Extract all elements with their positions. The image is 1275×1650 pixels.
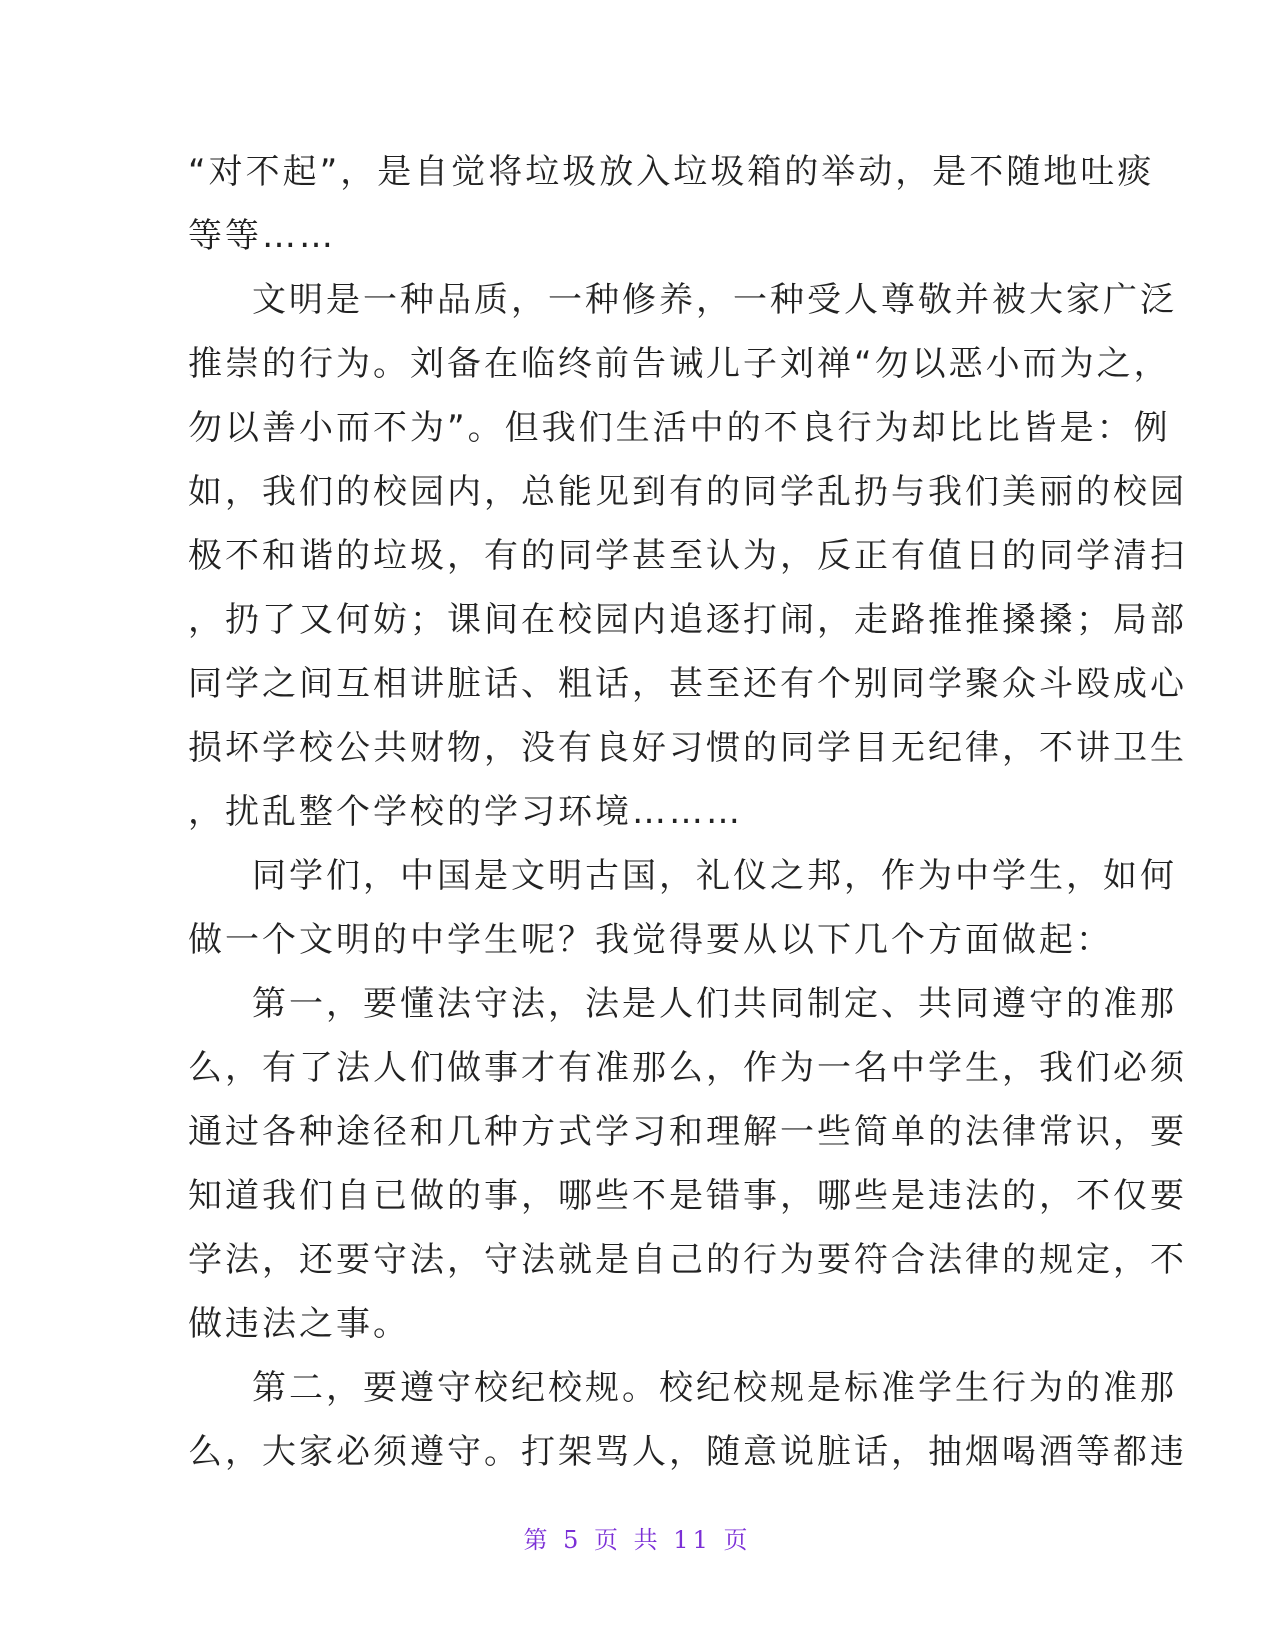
text-line: ，扔了又何妨；课间在校园内追逐打闹，走路推推搡搡；局部 xyxy=(188,600,1187,640)
text-line: 同学之间互相讲脏话、粗话，甚至还有个别同学聚众斗殴成心 xyxy=(188,664,1187,704)
paragraph-start-line: 同学们，中国是文明古国，礼仪之邦，作为中学生，如何 xyxy=(252,856,1177,896)
text-line: 损坏学校公共财物，没有良好习惯的同学目无纪律，不讲卫生 xyxy=(188,728,1187,768)
text-line: 如，我们的校园内，总能见到有的同学乱扔与我们美丽的校园 xyxy=(188,472,1187,512)
text-line: 么，有了法人们做事才有准那么，作为一名中学生，我们必须 xyxy=(188,1048,1187,1088)
paragraph-start-line: 文明是一种品质，一种修养，一种受人尊敬并被大家广泛 xyxy=(252,280,1177,320)
page-number-footer: 第 5 页 共 11 页 xyxy=(523,1526,752,1554)
text-line: 极不和谐的垃圾，有的同学甚至认为，反正有值日的同学清扫 xyxy=(188,536,1187,576)
text-line: 做违法之事。 xyxy=(188,1304,410,1344)
text-line: 推崇的行为。刘备在临终前告诫儿子刘禅“勿以恶小而为之， xyxy=(188,344,1171,384)
text-line: 通过各种途径和几种方式学习和理解一些简单的法律常识，要 xyxy=(188,1112,1187,1152)
text-line: 么，大家必须遵守。打架骂人，随意说脏话，抽烟喝酒等都违 xyxy=(188,1432,1187,1472)
body-text xyxy=(188,140,1187,1484)
paragraph-start-line: 第一，要懂法守法，法是人们共同制定、共同遵守的准那 xyxy=(252,984,1177,1024)
paragraph-start-line: 第二，要遵守校纪校规。校纪校规是标准学生行为的准那 xyxy=(252,1368,1177,1408)
text-line: ，扰乱整个学校的学习环境……… xyxy=(188,792,743,832)
text-line: 勿以善小而不为”。但我们生活中的不良行为却比比皆是：例 xyxy=(188,408,1171,448)
text-line: “对不起”，是自觉将垃圾放入垃圾箱的举动，是不随地吐痰 xyxy=(188,152,1155,192)
text-line: 做一个文明的中学生呢？我觉得要从以下几个方面做起： xyxy=(188,920,1113,960)
text-line: 学法，还要守法，守法就是自己的行为要符合法律的规定，不 xyxy=(188,1240,1187,1280)
text-line: 等等…… xyxy=(188,216,336,256)
text-line: 知道我们自已做的事，哪些不是错事，哪些是违法的，不仅要 xyxy=(188,1176,1187,1216)
